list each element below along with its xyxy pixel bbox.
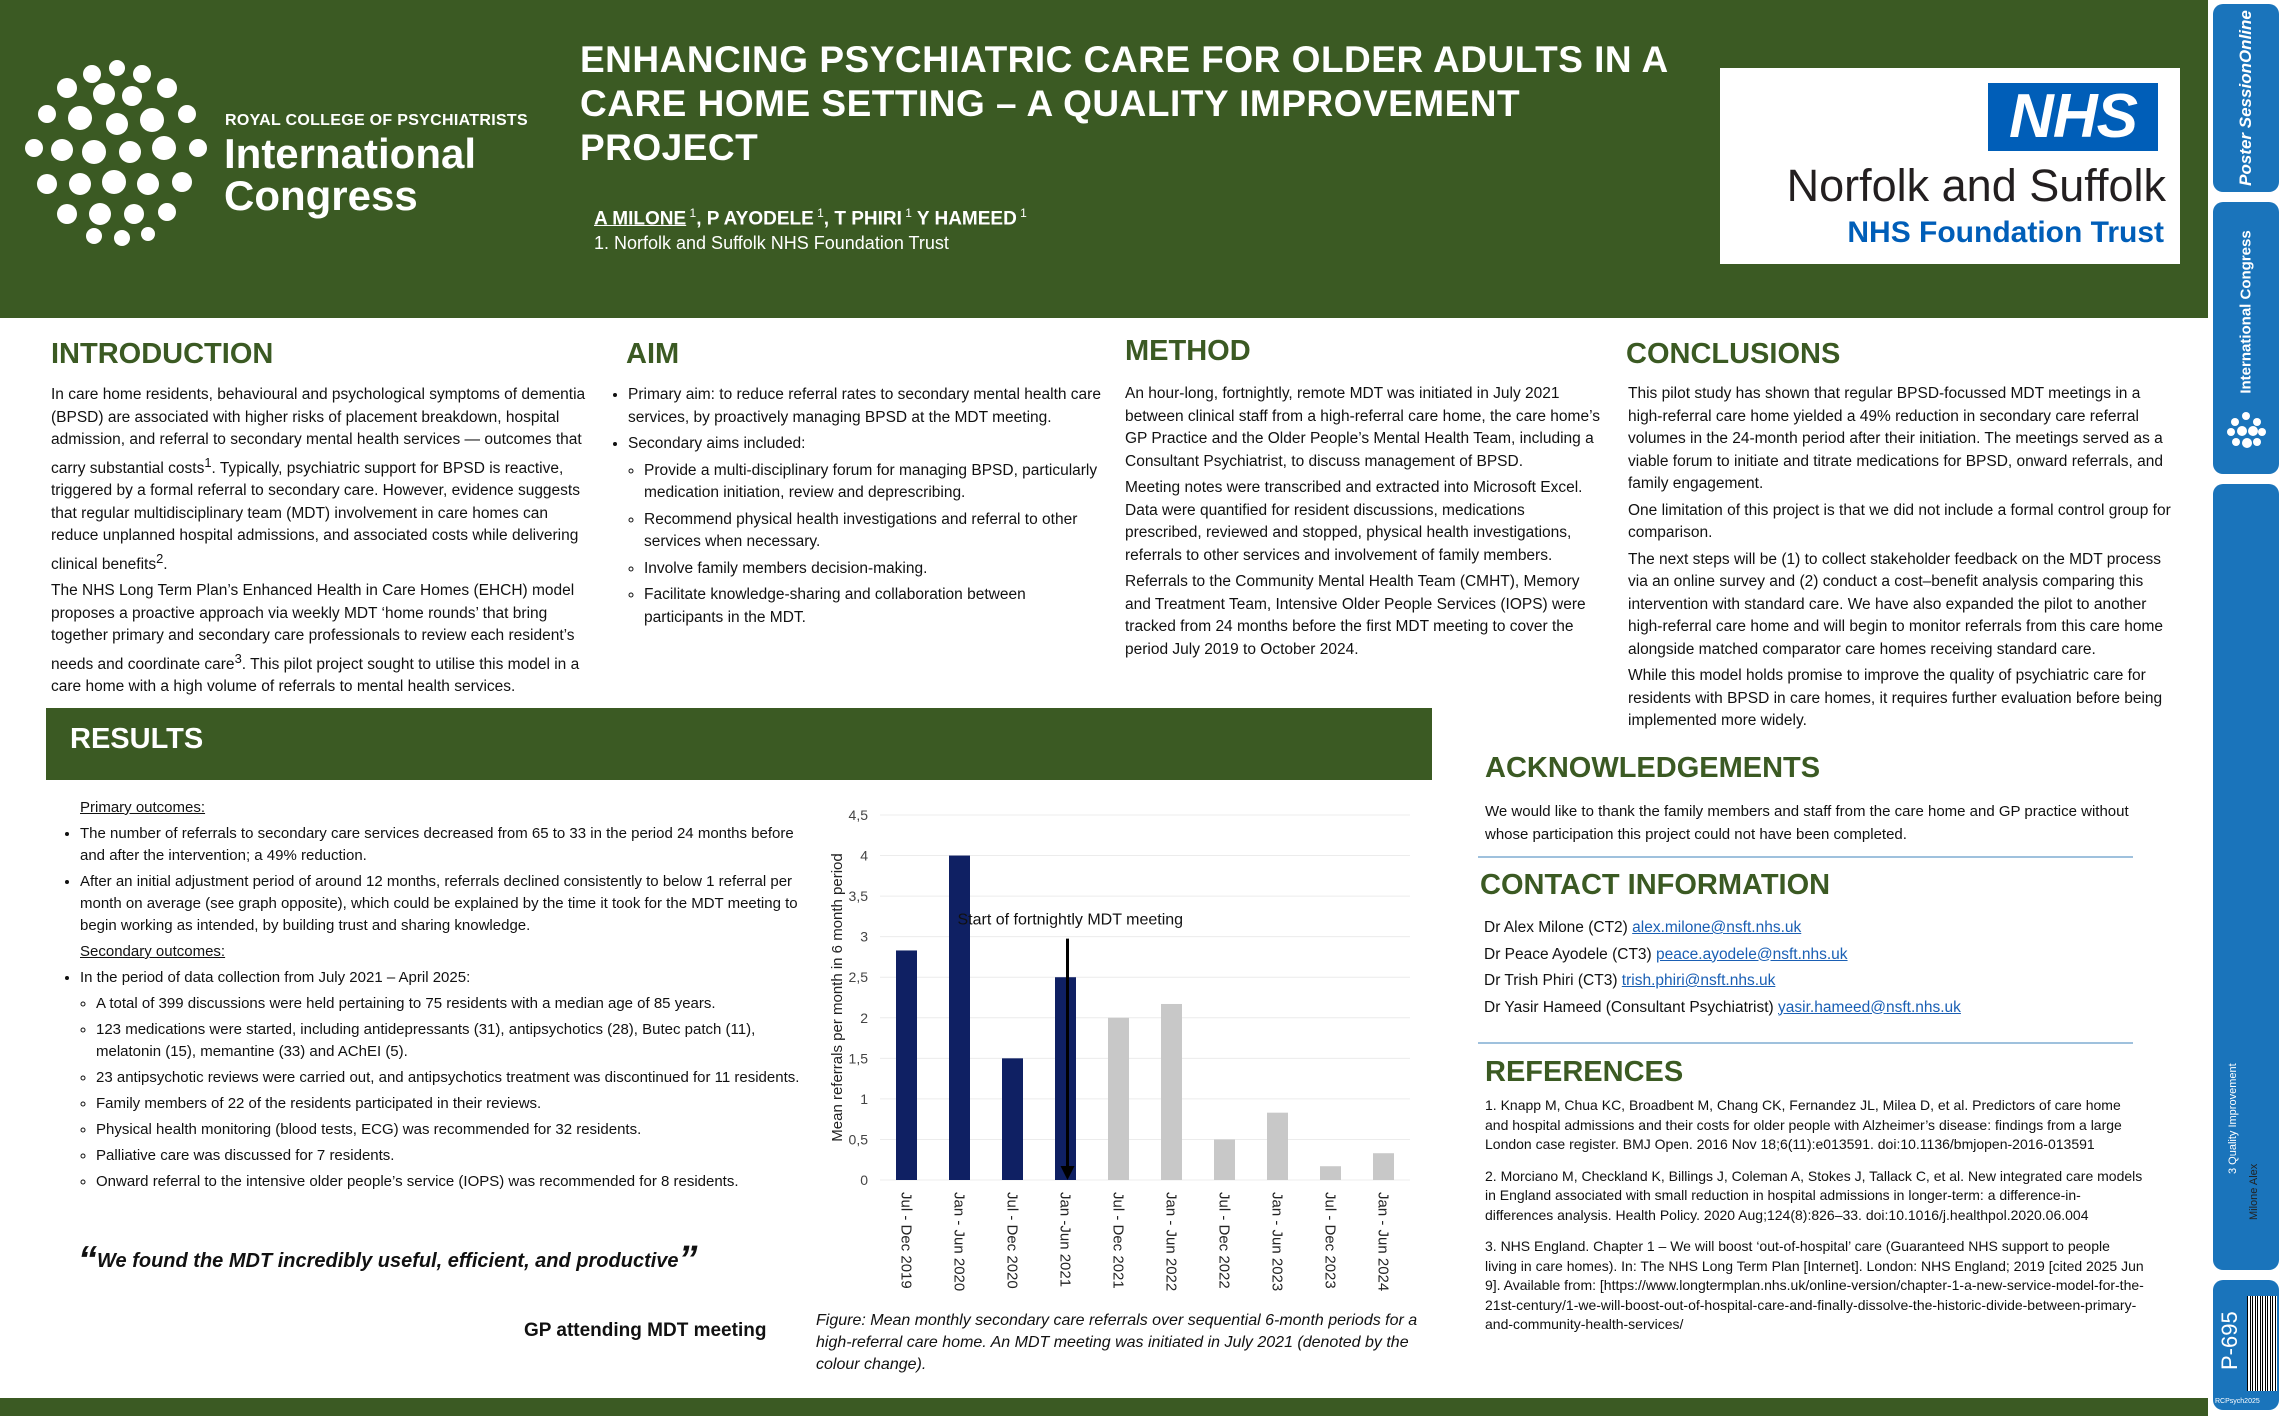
x-tick-label: Jul - Dec 2020: [1003, 1192, 1021, 1289]
aim-primary: • Primary aim: to reduce referral rates to secondary mental health care services, by proactively managing BPSD at the MDT meeting.: [628, 384, 1102, 429]
x-tick-label: Jul - Dec 2022: [1215, 1192, 1233, 1289]
primary-outcome-item: • The number of referrals to secondary care services decreased from 65 to 33 in the period 24 months before and after the intervention; a 49% reduction.: [80, 823, 812, 867]
author-list: A MILONE $^1$, P AYODELE $^1$, T PHIRI $^1$ Y HAMEED $^1$: [594, 206, 1027, 230]
sidebar-author: Milone Alex: [2248, 1163, 2260, 1220]
email-link[interactable]: yasir.hameed@nsft.nhs.uk: [1778, 998, 1961, 1016]
x-tick-label: Jul - Dec 2023: [1321, 1192, 1339, 1289]
reference-item: 3. NHS England. Chapter 1 – We will boost ‘out-of-hospital’ care (Guaranteed NHS support to people living in care homes). In: The NHS Long Term Plan [Internet]. London: NHS England; 2019 [cited 2025 Jun 9]. Available from: [https://www.longtermplan.nhs.uk/online-version/chapter-1-a-new-service-model-for-the-21st-century/1-we-will-boost-out-of-hospital-care-and-finally-dissolve-the-historic-divide-between-primary-and-community-health-services/: [1485, 1238, 2144, 1332]
footer-banner: [0, 1398, 2208, 1416]
congress-title-line1: International: [224, 130, 477, 177]
poster-title: ENHANCING PSYCHIATRIC CARE FOR OLDER ADULTS IN A CARE HOME SETTING – A QUALITY IMPROVEMENT PROJECT: [580, 39, 1668, 168]
secondary-outcome-item: ◦ Palliative care was discussed for 7 residents.: [96, 1145, 812, 1167]
aim-secondary-item: ◦ Recommend physical health investigations and referral to other services when necessary.: [644, 509, 1102, 554]
y-tick-label: 2: [860, 1009, 868, 1026]
email-link[interactable]: alex.milone@nsft.nhs.uk: [1632, 919, 1802, 936]
method-heading: METHOD: [1125, 335, 1251, 367]
poster-session-online-text: Poster SessionOnline: [2236, 10, 2255, 186]
aim-secondary-intro: • Secondary aims included: ◦ Provide a multi-disciplinary forum for managing BPSD, particularly medication initiation, review and deprescribing. ◦ Recommend physical health investigations and referral to other services when necessary. ◦ Involve family members decision-making. ◦ Facilitate knowledge-sharing and collaboration between participants in the MDT.: [628, 433, 1102, 629]
divider: [1478, 856, 2133, 858]
email-link[interactable]: peace.ayodele@nsft.nhs.uk: [1656, 945, 1848, 963]
chart-bar: [1161, 1004, 1182, 1180]
secondary-outcome-item: ◦ 23 antipsychotic reviews were carried out, and antipsychotics treatment was discontinued for 11 residents.: [96, 1067, 812, 1089]
chart-annotation: Start of fortnightly MDT meeting: [957, 911, 1184, 929]
contact-item: Dr Alex Milone (CT2) alex.milone@nsft.nhs.uk: [1484, 919, 1802, 936]
aim-secondary-item: ◦ Involve family members decision-making.: [644, 558, 1102, 581]
conclusions-body: [1628, 383, 2178, 737]
chart-bar: [949, 856, 970, 1180]
sidebar-congress-text: International Congress: [2237, 230, 2255, 394]
contact-item: Dr Trish Phiri (CT3) trish.phiri@nsft.nhs.uk: [1484, 972, 1776, 989]
gp-quote-attribution: GP attending MDT meeting: [524, 1320, 767, 1341]
nhs-trust-name: NHS Foundation Trust: [1847, 216, 2164, 249]
results-banner: [46, 708, 1432, 780]
conclusions-paragraph: While this model holds promise to improve the quality of psychiatric care for residents with BPSD in care homes, it requires further evaluation before being implemented more widely.: [1628, 667, 2163, 729]
conclusions-paragraph: One limitation of this project is that we did not include a formal control group for comparison.: [1628, 501, 2171, 541]
y-axis-label: Mean referrals per month in 6 month period: [829, 853, 846, 1142]
x-tick-label: Jan - Jun 2023: [1268, 1192, 1286, 1292]
affiliation: 1. Norfolk and Suffolk NHS Foundation Trust: [594, 233, 949, 253]
y-tick-label: 4,5: [848, 807, 868, 823]
method-body: [1125, 383, 1605, 665]
congress-title-line2: Congress: [224, 172, 418, 219]
referrals-bar-chart: [820, 800, 1430, 1300]
y-tick-label: 0,5: [848, 1131, 868, 1148]
contact-item: Dr Yasir Hameed (Consultant Psychiatrist) yasir.hameed@nsft.nhs.uk: [1484, 998, 1961, 1016]
contact-list: [1484, 917, 2134, 1023]
conclusions-paragraph: The next steps will be (1) to collect stakeholder feedback on the MDT process via an online survey and (2) conduct a cost–benefit analysis comparing this intervention with standard care. We have also expanded the pilot to another high-referral care home and will begin to monitor referrals from this care home alongside matched comparator care homes receiving standard care.: [1628, 550, 2163, 658]
secondary-outcome-item: ◦ Onward referral to the intensive older people’s service (IOPS) was recommended for 8 residents.: [96, 1171, 812, 1193]
secondary-outcome-item: ◦ A total of 399 discussions were held pertaining to 75 residents with a median age of 85 years.: [96, 993, 812, 1015]
y-tick-label: 3,5: [848, 888, 868, 905]
aim-heading: AIM: [626, 338, 680, 370]
sidebar-code: RCPsych2025: [2215, 1398, 2260, 1405]
figure-caption: Figure: Mean monthly secondary care referrals over sequential 6-month periods for a high-referral care home. An MDT meeting was initiated in July 2021 (denoted by the colour change).: [816, 1312, 1418, 1373]
sidebar-congress-logo: [2213, 202, 2279, 474]
x-tick-label: Jul - Dec 2019: [897, 1192, 915, 1289]
nhs-trust-logo: [1720, 68, 2180, 264]
sidebar-logo-icon: [2225, 410, 2267, 452]
chart-bar: [1002, 1058, 1023, 1180]
author-name: T PHIRI: [834, 208, 902, 230]
divider: [1478, 1042, 2133, 1044]
poster-session-online-logo: [2213, 4, 2279, 192]
chart-bar: [1320, 1166, 1341, 1180]
chart-bar: [1267, 1113, 1288, 1180]
acknowledgements-text: We would like to thank the family members and staff from the care home and GP practice without whose participation this project could not have been completed.: [1485, 803, 2129, 843]
method-paragraph: Referrals to the Community Mental Health Team (CMHT), Memory and Treatment Team, Intensive Older People Services (IOPS) were tracked from 24 months before the first MDT meeting to cover the period July 2019 to October 2024.: [1125, 573, 1586, 658]
y-tick-label: 4: [860, 847, 868, 864]
nhs-org-name: Norfolk and Suffolk: [1786, 160, 2166, 211]
aim-secondary-item: ◦ Provide a multi-disciplinary forum for managing BPSD, particularly medication initiation, review and deprescribing.: [644, 460, 1102, 505]
y-tick-label: 2,5: [848, 969, 868, 986]
nhs-badge: NHS: [1988, 83, 2158, 151]
x-tick-label: Jan -Jun 2021: [1056, 1192, 1074, 1288]
chart-bar: [1214, 1139, 1235, 1180]
aim-body: [612, 384, 1102, 633]
secondary-outcomes-label: Secondary outcomes:: [80, 943, 226, 960]
y-tick-label: 1: [860, 1090, 868, 1107]
x-tick-label: Jan - Jun 2020: [950, 1192, 968, 1292]
results-heading: RESULTS: [70, 723, 204, 755]
x-tick-label: Jul - Dec 2021: [1109, 1192, 1127, 1289]
rcpsych-name: ROYAL COLLEGE OF PSYCHIATRISTS: [225, 112, 528, 129]
acknowledgements-heading: ACKNOWLEDGEMENTS: [1485, 752, 1821, 784]
primary-outcome-item: • After an initial adjustment period of around 12 months, referrals declined consistently to below 1 referral per month on average (see graph opposite), which could be explained by the time it took for the MDT meeting to begin working as intended, by building trust and sharing knowledge.: [80, 871, 812, 937]
contact-heading: CONTACT INFORMATION: [1480, 869, 1831, 901]
right-sidebar: [2208, 0, 2283, 1416]
barcode: [2247, 1296, 2277, 1391]
author-name: Y HAMEED: [916, 208, 1017, 230]
rcpsych-logo-icon: [22, 56, 217, 246]
y-tick-label: 3: [860, 928, 868, 945]
references-list: [1485, 1096, 2145, 1347]
reference-item: 2. Morciano M, Checkland K, Billings J, Coleman A, Stokes J, Tallack C, et al. New integrated care models in England associated with small reduction in hospital admissions in longer-term: a difference-in-differences analysis. Health Policy. 2020 Aug;124(8):826–33. doi:10.1016/j.healthpol.2020.06.004: [1485, 1167, 2143, 1223]
secondary-outcome-item: ◦ 123 medications were started, including antidepressants (31), antipsychotics (28), Butec patch (11), melatonin (15), memantine (33) and AChEI (5).: [96, 1019, 812, 1063]
method-paragraph: Meeting notes were transcribed and extracted into Microsoft Excel. Data were quantified for resident discussions, medications prescribed, reviewed and stopped, physical health investigations, referrals to other services and involvement of family members.: [1125, 479, 1583, 564]
conclusions-heading: CONCLUSIONS: [1626, 338, 1841, 370]
primary-outcomes-label: Primary outcomes:: [80, 799, 206, 816]
y-tick-label: 0: [860, 1172, 868, 1188]
x-tick-label: Jan - Jun 2022: [1162, 1192, 1180, 1292]
introduction-body: [51, 384, 599, 703]
email-link[interactable]: trish.phiri@nsft.nhs.uk: [1621, 972, 1776, 989]
secondary-outcome-item: ◦ Physical health monitoring (blood tests, ECG) was recommended for 32 residents.: [96, 1119, 812, 1141]
references-heading: REFERENCES: [1485, 1056, 1684, 1088]
results-body: [64, 797, 812, 1197]
introduction-heading: INTRODUCTION: [51, 338, 274, 370]
aim-secondary-item: ◦ Facilitate knowledge-sharing and collaboration between participants in the MDT.: [644, 584, 1102, 629]
chart-bar: [1108, 1018, 1129, 1180]
author-name: P AYODELE: [706, 208, 814, 230]
introduction-paragraph-2: The NHS Long Term Plan’s Enhanced Health in Care Homes (EHCH) model proposes a proactive approach via weekly MDT ‘home rounds’ that bring together primary and secondary care professionals to review each resident’s needs and coordinate care$^3$. This pilot project sought to utilise this model in a care home with a high volume of referrals to mental health services.: [51, 582, 580, 696]
chart-bar: [1373, 1153, 1394, 1180]
sidebar-info-panel: [2213, 484, 2279, 1270]
secondary-outcome-intro: • In the period of data collection from July 2021 – April 2025: ◦ A total of 399 discussions were held pertaining to 75 residents with a median age of 85 years. ◦ 123 medications were started, including antidepressants (31), antipsychotics (28), Butec patch (11), melatonin (15), memantine (33) and AChEI (5). ◦ 23 antipsychotic reviews were carried out, and antipsychotics treatment was discontinued for 11 residents. ◦ Family members of 22 of the residents participated in their reviews. ◦ Physical health monitoring (blood tests, ECG) was recommended for 32 residents. ◦ Palliative care was discussed for 7 residents. ◦ Onward referral to the intensive older people’s service (IOPS) was recommended for 8 residents.: [80, 967, 812, 1193]
secondary-outcome-item: ◦ Family members of 22 of the residents participated in their reviews.: [96, 1093, 812, 1115]
chart-bar: [896, 950, 917, 1180]
method-paragraph: An hour-long, fortnightly, remote MDT was initiated in July 2021 between clinical staff from a high-referral care home, the care home’s GP Practice and the Older People’s Mental Health Team, including a Consultant Psychiatrist, to discuss management of BPSD.: [1125, 385, 1600, 470]
poster-id: P-695: [2217, 1311, 2242, 1370]
conclusions-paragraph: This pilot study has shown that regular BPSD-focussed MDT meetings in a high-referral care home yielded a 49% reduction in secondary care referral volumes in the 24-month period after their initiation. The meetings served as a viable forum to initiate and titrate medications for BPSD, onward referrals, and family engagement.: [1628, 385, 2164, 492]
x-tick-label: Jan - Jun 2024: [1374, 1192, 1392, 1292]
contact-item: Dr Peace Ayodele (CT3) peace.ayodele@nsft.nhs.uk: [1484, 945, 1848, 963]
chart-bar: [1055, 977, 1076, 1180]
gp-quote: “We found the MDT incredibly useful, efficient, and productive”: [78, 1239, 698, 1281]
reference-item: 1. Knapp M, Chua KC, Broadbent M, Chang CK, Fernandez JL, Milea D, et al. Predictors of care home and hospital admissions and their costs for older people with Alzheimer’s disease: findings from a large London case register. BMJ Open. 2016 Nov 18;6(11):e013591. doi:10.1136/bmjopen-2016-013591: [1485, 1097, 2122, 1152]
author-name: A MILONE: [594, 208, 687, 230]
y-tick-label: 1,5: [848, 1050, 868, 1067]
sidebar-category: 3 Quality Improvement: [2227, 1063, 2239, 1174]
introduction-paragraph-1: In care home residents, behavioural and psychological symptoms of dementia (BPSD) are associated with higher risks of placement breakdown, hospital admission, and referral to secondary mental health services — outcomes that carry substantial costs$^1$. Typically, psychiatric support for BPSD is reactive, triggered by a formal referral to secondary care. However, evidence suggests that regular multidisciplinary team (MDT) involvement in care homes can reduce unplanned hospital admissions, and associated costs while delivering clinical benefits$^2$.: [51, 386, 586, 573]
